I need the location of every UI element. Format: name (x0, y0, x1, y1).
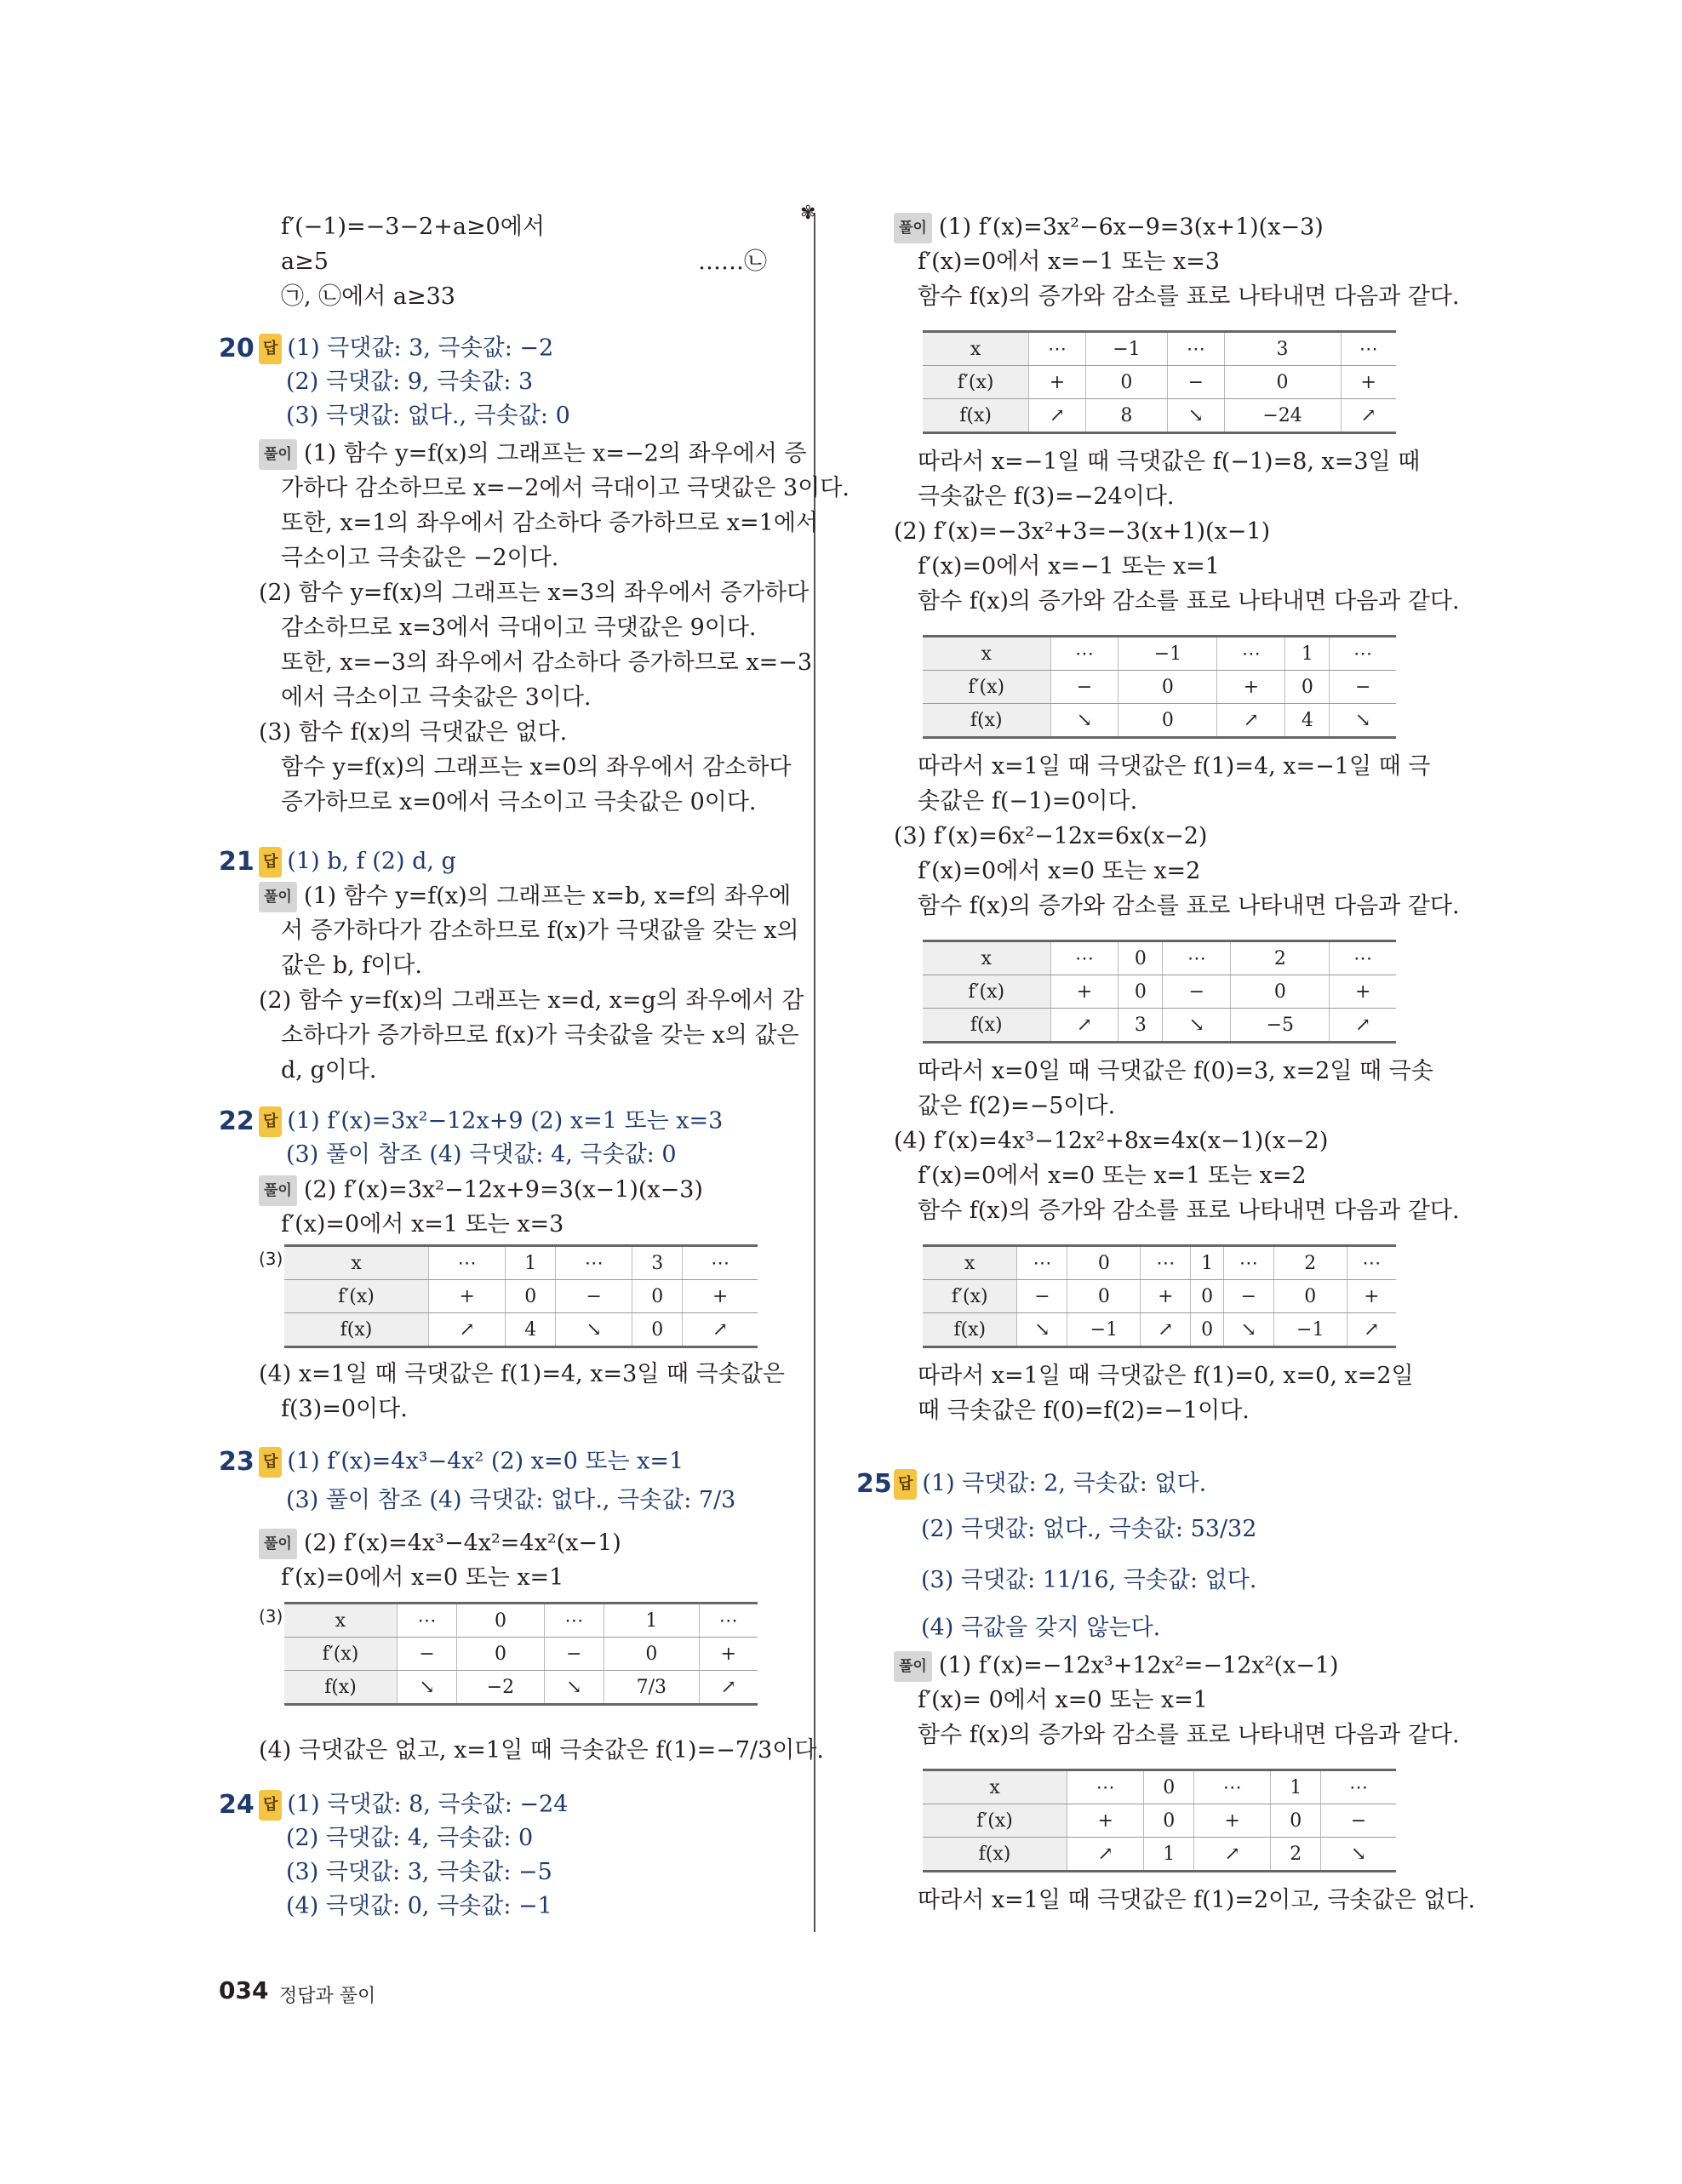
solution-line: 따라서 x=1일 때 극댓값은 f(1)=0, x=0, x=2일 (918, 1363, 1414, 1389)
table-row (923, 399, 1396, 433)
answer-line: (3) 풀이 참조 (4) 극댓값: 4, 극솟값: 0 (286, 1141, 677, 1168)
table-cell: ⋯ (1067, 1770, 1144, 1804)
table-row (284, 1246, 758, 1280)
row-header-cell: f(x) (923, 399, 1029, 433)
table-row (923, 366, 1396, 399)
table-cell: 3 (1118, 1009, 1163, 1043)
table-cell: ↘ (1330, 704, 1396, 738)
table-cell: −1 (1118, 637, 1217, 671)
answer-line: (4) 극댓값: 0, 극솟값: −1 (286, 1893, 552, 1919)
table-cell: ⋯ (1163, 941, 1231, 975)
row-header-cell: f(x) (923, 1313, 1017, 1347)
footer-title: 정답과 풀이 (279, 1986, 376, 2007)
question-number: 23 (219, 1447, 255, 1477)
solution-line: 따라서 x=1일 때 극댓값은 f(1)=4, x=−1일 때 극 (918, 753, 1431, 780)
solution-line: 증가하므로 x=0에서 극소이고 극솟값은 0이다. (281, 789, 757, 815)
table-cell: ↘ (544, 1671, 604, 1705)
table-cell: ⋯ (1017, 1246, 1067, 1280)
table-cell: ↘ (1223, 1313, 1273, 1347)
table-cell: ⋯ (1223, 1246, 1273, 1280)
table-cell: ⋯ (1029, 332, 1085, 366)
table-cell: ↘ (1017, 1313, 1067, 1347)
table-cell: 0 (1118, 975, 1163, 1009)
row-header-cell: x (923, 941, 1050, 975)
table-row (923, 1246, 1396, 1280)
table-cell: − (1321, 1804, 1396, 1838)
table-cell: + (1217, 671, 1285, 704)
solution-line: 풀이 (2) f′(x)=3x²−12x+9=3(x−1)(x−3) (259, 1175, 703, 1206)
cont-line-1: f′(−1)=−3−2+a≥0에서 (281, 214, 545, 240)
solution-line: f(3)=0이다. (281, 1396, 408, 1422)
table-cell: − (544, 1638, 604, 1671)
solution-line: 소하다가 증가하므로 f(x)가 극솟값을 갖는 x의 값은 (281, 1022, 799, 1049)
table-cell: ⋯ (1217, 637, 1285, 671)
row-header-cell: x (923, 332, 1029, 366)
table-cell: −1 (1067, 1313, 1141, 1347)
table-cell: ↗ (1050, 1009, 1118, 1043)
solution-line: 함수 f(x)의 증가와 감소를 표로 나타내면 다음과 같다. (918, 893, 1460, 919)
answer-line: 답 (1) 극댓값: 3, 극솟값: −2 (259, 334, 553, 364)
table-cell: + (1341, 366, 1396, 399)
table-cell: − (1050, 671, 1118, 704)
solution-line: (4) x=1일 때 극댓값은 f(1)=4, x=3일 때 극솟값은 (259, 1361, 785, 1387)
solution-line: (2) 함수 y=f(x)의 그래프는 x=3의 좌우에서 증가하다 (259, 580, 810, 606)
solution-line: 풀이 (2) f′(x)=4x³−4x²=4x²(x−1) (259, 1529, 621, 1559)
solution-line: 또한, x=1의 좌우에서 감소하다 증가하므로 x=1에서 (281, 510, 819, 536)
table-cell: − (1163, 975, 1231, 1009)
table-cell: 0 (1067, 1246, 1141, 1280)
answer-line: 답 (1) 극댓값: 8, 극솟값: −24 (259, 1790, 568, 1821)
table-row (923, 1838, 1396, 1872)
solution-line: (4) 극댓값은 없고, x=1일 때 극솟값은 f(1)=−7/3이다. (259, 1737, 825, 1764)
table-row (284, 1280, 758, 1313)
cont-mark: ……㉡ (698, 249, 767, 275)
table-cell: 2 (1273, 1246, 1347, 1280)
table-cell: ⋯ (1050, 637, 1118, 671)
table-cell: 0 (1118, 704, 1217, 738)
solution-line: 풀이 (1) 함수 y=f(x)의 그래프는 x=−2의 좌우에서 증 (259, 439, 806, 470)
table-cell: 0 (1118, 941, 1163, 975)
solution-line: 풀이 (1) f′(x)=3x²−6x−9=3(x+1)(x−3) (894, 213, 1324, 243)
question-number: 21 (219, 847, 255, 877)
cont-line-2: a≥5 (281, 249, 329, 275)
table-cell: 1 (1144, 1838, 1194, 1872)
table-cell: − (1223, 1280, 1273, 1313)
table-cell: ⋯ (1330, 637, 1396, 671)
table-cell: − (397, 1638, 456, 1671)
table-cell: + (1067, 1804, 1144, 1838)
table-cell: ⋯ (1347, 1246, 1396, 1280)
table-cell: + (1194, 1804, 1271, 1838)
table-cell: 0 (1118, 671, 1217, 704)
table-cell: − (1168, 366, 1224, 399)
table-cell: ⋯ (1194, 1770, 1271, 1804)
table-row (923, 671, 1396, 704)
table-row (923, 637, 1396, 671)
part-label: (3) (259, 1606, 283, 1627)
solution-line: 가하다 감소하므로 x=−2에서 극대이고 극댓값은 3이다. (281, 475, 850, 501)
table-row (284, 1604, 758, 1638)
table-cell: ↘ (1163, 1009, 1231, 1043)
table-cell: ↗ (1341, 399, 1396, 433)
table-cell: ↗ (1330, 1009, 1396, 1043)
table-cell: ⋯ (1050, 941, 1118, 975)
answer-line: (3) 극댓값: 없다., 극솟값: 0 (286, 403, 570, 429)
table-row (923, 1009, 1396, 1043)
sign-table (284, 1244, 758, 1348)
table-cell: ⋯ (1141, 1246, 1191, 1280)
sign-table (284, 1602, 758, 1706)
solution-line: f′(x)=0에서 x=0 또는 x=1 (281, 1564, 564, 1591)
table-cell: + (1141, 1280, 1191, 1313)
solution-line: 극솟값은 f(3)=−24이다. (918, 483, 1175, 510)
solution-line: 극소이고 극솟값은 −2이다. (281, 545, 559, 571)
row-header-cell: f′(x) (284, 1638, 397, 1671)
table-row (923, 941, 1396, 975)
table-cell: + (1330, 975, 1396, 1009)
solution-line: f′(x)=0에서 x=0 또는 x=2 (918, 858, 1201, 884)
solution-line: (4) f′(x)=4x³−12x²+8x=4x(x−1)(x−2) (894, 1128, 1329, 1154)
table-row (923, 332, 1396, 366)
table-cell: ⋯ (683, 1246, 758, 1280)
row-header-cell: x (923, 1246, 1017, 1280)
table-cell: 0 (1271, 1804, 1321, 1838)
table-cell: 7/3 (604, 1671, 699, 1705)
solution-line: 에서 극소이고 극솟값은 3이다. (281, 684, 592, 711)
table-cell: 1 (1271, 1770, 1321, 1804)
answer-line: 답 (1) b, f (2) d, g (259, 847, 456, 878)
table-cell: 4 (506, 1313, 556, 1347)
table-cell: ↗ (699, 1671, 758, 1705)
table-cell: + (429, 1280, 506, 1313)
table-cell: ↘ (397, 1671, 456, 1705)
answer-line: 답 (1) 극댓값: 2, 극솟값: 없다. (894, 1469, 1206, 1500)
solution-line: 때 극솟값은 f(0)=f(2)=−1이다. (918, 1398, 1250, 1424)
table-row (923, 975, 1396, 1009)
column-divider (814, 213, 815, 1932)
table-cell: 0 (1191, 1313, 1224, 1347)
table-cell: ⋯ (1341, 332, 1396, 366)
solution-line: 값은 f(2)=−5이다. (918, 1093, 1116, 1119)
sign-table (923, 1244, 1396, 1348)
table-cell: 0 (1144, 1804, 1194, 1838)
table-cell: 0 (457, 1638, 544, 1671)
row-header-cell: f′(x) (923, 366, 1029, 399)
solution-badge: 풀이 (259, 439, 297, 470)
solution-line: 풀이 (1) 함수 y=f(x)의 그래프는 x=b, x=f의 좌우에 (259, 882, 791, 912)
row-header-cell: f′(x) (923, 671, 1050, 704)
table-cell: 0 (1067, 1280, 1141, 1313)
table-cell: + (699, 1638, 758, 1671)
question-number: 25 (856, 1469, 892, 1499)
row-header-cell: x (284, 1604, 397, 1638)
table-cell: 1 (1285, 637, 1330, 671)
solution-line: 값은 b, f이다. (281, 952, 422, 979)
solution-line: 따라서 x=−1일 때 극댓값은 f(−1)=8, x=3일 때 (918, 449, 1421, 475)
table-cell: −1 (1085, 332, 1168, 366)
row-header-cell: f′(x) (923, 975, 1050, 1009)
question-number: 20 (219, 334, 255, 363)
table-cell: 0 (604, 1638, 699, 1671)
table-cell: + (1050, 975, 1118, 1009)
row-header-cell: f′(x) (923, 1804, 1067, 1838)
table-cell: 0 (506, 1280, 556, 1313)
answer-line: 답 (1) f′(x)=3x²−12x+9 (2) x=1 또는 x=3 (259, 1106, 723, 1137)
table-cell: 0 (1191, 1280, 1224, 1313)
row-header-cell: f(x) (284, 1671, 397, 1705)
table-cell: ↗ (683, 1313, 758, 1347)
row-header-cell: f(x) (923, 1838, 1067, 1872)
solution-line: 솟값은 f(−1)=0이다. (918, 788, 1138, 815)
page-number: 034 (219, 1976, 269, 2004)
table-cell: 1 (506, 1246, 556, 1280)
table-cell: 0 (1285, 671, 1330, 704)
question-number: 24 (219, 1790, 255, 1820)
table-cell: ↗ (1217, 704, 1285, 738)
table-row (923, 1804, 1396, 1838)
row-header-cell: x (923, 637, 1050, 671)
row-header-cell: f(x) (923, 704, 1050, 738)
row-header-cell: f′(x) (923, 1280, 1017, 1313)
answer-line: 답 (1) f′(x)=4x³−4x² (2) x=0 또는 x=1 (259, 1447, 684, 1478)
solution-line: 서 증가하다가 감소하므로 f(x)가 극댓값을 갖는 x의 (281, 918, 799, 944)
table-cell: ↗ (429, 1313, 506, 1347)
question-number: 22 (219, 1106, 255, 1136)
solution-line: f′(x)=0에서 x=−1 또는 x=3 (918, 249, 1220, 275)
solution-line: (2) 함수 y=f(x)의 그래프는 x=d, x=g의 좌우에서 감 (259, 987, 804, 1014)
solution-line: d, g이다. (281, 1057, 377, 1083)
table-row (284, 1313, 758, 1347)
answer-line: (3) 극댓값: 3, 극솟값: −5 (286, 1859, 552, 1885)
table-cell: 0 (1085, 366, 1168, 399)
table-cell: ↘ (556, 1313, 632, 1347)
answer-line: (2) 극댓값: 9, 극솟값: 3 (286, 369, 534, 395)
row-header-cell: f(x) (284, 1313, 429, 1347)
table-cell: − (1330, 671, 1396, 704)
table-cell: − (1017, 1280, 1067, 1313)
table-cell: 1 (604, 1604, 699, 1638)
table-cell: 2 (1231, 941, 1330, 975)
answer-line: (4) 극값을 갖지 않는다. (921, 1615, 1161, 1641)
solution-line: f′(x)=0에서 x=−1 또는 x=1 (918, 553, 1220, 580)
table-cell: ↘ (1168, 399, 1224, 433)
table-cell: + (1347, 1280, 1396, 1313)
answer-line: (3) 풀이 참조 (4) 극댓값: 없다., 극솟값: 7/3 (286, 1487, 736, 1513)
table-cell: ⋯ (556, 1246, 632, 1280)
solution-line: 또한, x=−3의 좌우에서 감소하다 증가하므로 x=−3 (281, 649, 813, 676)
table-cell: ⋯ (397, 1604, 456, 1638)
solution-line: (3) 함수 f(x)의 극댓값은 없다. (259, 719, 568, 746)
table-row (923, 1770, 1396, 1804)
table-cell: ⋯ (429, 1246, 506, 1280)
table-row (923, 1280, 1396, 1313)
table-cell: ↗ (1029, 399, 1085, 433)
table-cell: ↗ (1067, 1838, 1144, 1872)
table-cell: − (556, 1280, 632, 1313)
table-row (284, 1671, 758, 1705)
solution-line: f′(x)= 0에서 x=0 또는 x=1 (918, 1687, 1208, 1713)
row-header-cell: f′(x) (284, 1280, 429, 1313)
row-header-cell: f(x) (923, 1009, 1050, 1043)
part-label: (3) (259, 1249, 283, 1269)
table-cell: 3 (632, 1246, 683, 1280)
sign-table (923, 635, 1396, 739)
table-cell: 0 (632, 1280, 683, 1313)
sign-table (923, 1769, 1396, 1872)
table-cell: −5 (1231, 1009, 1330, 1043)
solution-line: f′(x)=0에서 x=0 또는 x=1 또는 x=2 (918, 1163, 1307, 1189)
table-cell: 0 (1224, 366, 1341, 399)
answer-line: (2) 극댓값: 4, 극솟값: 0 (286, 1825, 534, 1851)
answer-line: (2) 극댓값: 없다., 극솟값: 53/32 (921, 1516, 1257, 1542)
divider-ornament-icon: ✾ (800, 203, 816, 224)
table-row (284, 1638, 758, 1671)
table-cell: ⋯ (1321, 1770, 1396, 1804)
table-cell: ⋯ (699, 1604, 758, 1638)
table-cell: 0 (457, 1604, 544, 1638)
solution-line: (3) f′(x)=6x²−12x=6x(x−2) (894, 823, 1208, 849)
table-cell: 2 (1271, 1838, 1321, 1872)
answer-badge: 답 (259, 334, 282, 364)
solution-line: 함수 f(x)의 증가와 감소를 표로 나타내면 다음과 같다. (918, 283, 1460, 310)
table-cell: ⋯ (544, 1604, 604, 1638)
solution-line: 함수 f(x)의 증가와 감소를 표로 나타내면 다음과 같다. (918, 588, 1460, 615)
solution-line: 함수 f(x)의 증가와 감소를 표로 나타내면 다음과 같다. (918, 1722, 1460, 1748)
row-header-cell: x (923, 1770, 1067, 1804)
table-cell: 1 (1191, 1246, 1224, 1280)
table-cell: ↗ (1194, 1838, 1271, 1872)
table-cell: −2 (457, 1671, 544, 1705)
table-cell: −24 (1224, 399, 1341, 433)
sign-table (923, 330, 1396, 434)
table-cell: 0 (1231, 975, 1330, 1009)
table-cell: 3 (1224, 332, 1341, 366)
solution-line: 따라서 x=1일 때 극댓값은 f(1)=2이고, 극솟값은 없다. (918, 1887, 1476, 1913)
solution-line: 감소하므로 x=3에서 극대이고 극댓값은 9이다. (281, 615, 757, 641)
sign-table (923, 940, 1396, 1043)
table-cell: ↗ (1347, 1313, 1396, 1347)
cont-line-3: ㉠, ㉡에서 a≥33 (281, 283, 455, 310)
table-cell: ⋯ (1168, 332, 1224, 366)
row-header-cell: x (284, 1246, 429, 1280)
solution-line: 풀이 (1) f′(x)=−12x³+12x²=−12x²(x−1) (894, 1651, 1339, 1682)
table-cell: ↘ (1321, 1838, 1396, 1872)
table-cell: ⋯ (1330, 941, 1396, 975)
solution-line: (2) f′(x)=−3x²+3=−3(x+1)(x−1) (894, 518, 1271, 545)
solution-line: f′(x)=0에서 x=1 또는 x=3 (281, 1211, 564, 1238)
table-cell: + (683, 1280, 758, 1313)
table-cell: 4 (1285, 704, 1330, 738)
table-cell: ↗ (1141, 1313, 1191, 1347)
table-cell: 0 (1273, 1280, 1347, 1313)
table-row (923, 1313, 1396, 1347)
solution-line: 따라서 x=0일 때 극댓값은 f(0)=3, x=2일 때 극솟 (918, 1058, 1433, 1084)
table-cell: ↘ (1050, 704, 1118, 738)
solution-line: 함수 y=f(x)의 그래프는 x=0의 좌우에서 감소하다 (281, 754, 792, 780)
solution-line: 함수 f(x)의 증가와 감소를 표로 나타내면 다음과 같다. (918, 1198, 1460, 1224)
table-cell: −1 (1273, 1313, 1347, 1347)
table-cell: 0 (1144, 1770, 1194, 1804)
answer-line: (3) 극댓값: 11/16, 극솟값: 없다. (921, 1567, 1257, 1593)
table-cell: 8 (1085, 399, 1168, 433)
table-cell: + (1029, 366, 1085, 399)
table-row (923, 704, 1396, 738)
table-cell: 0 (632, 1313, 683, 1347)
